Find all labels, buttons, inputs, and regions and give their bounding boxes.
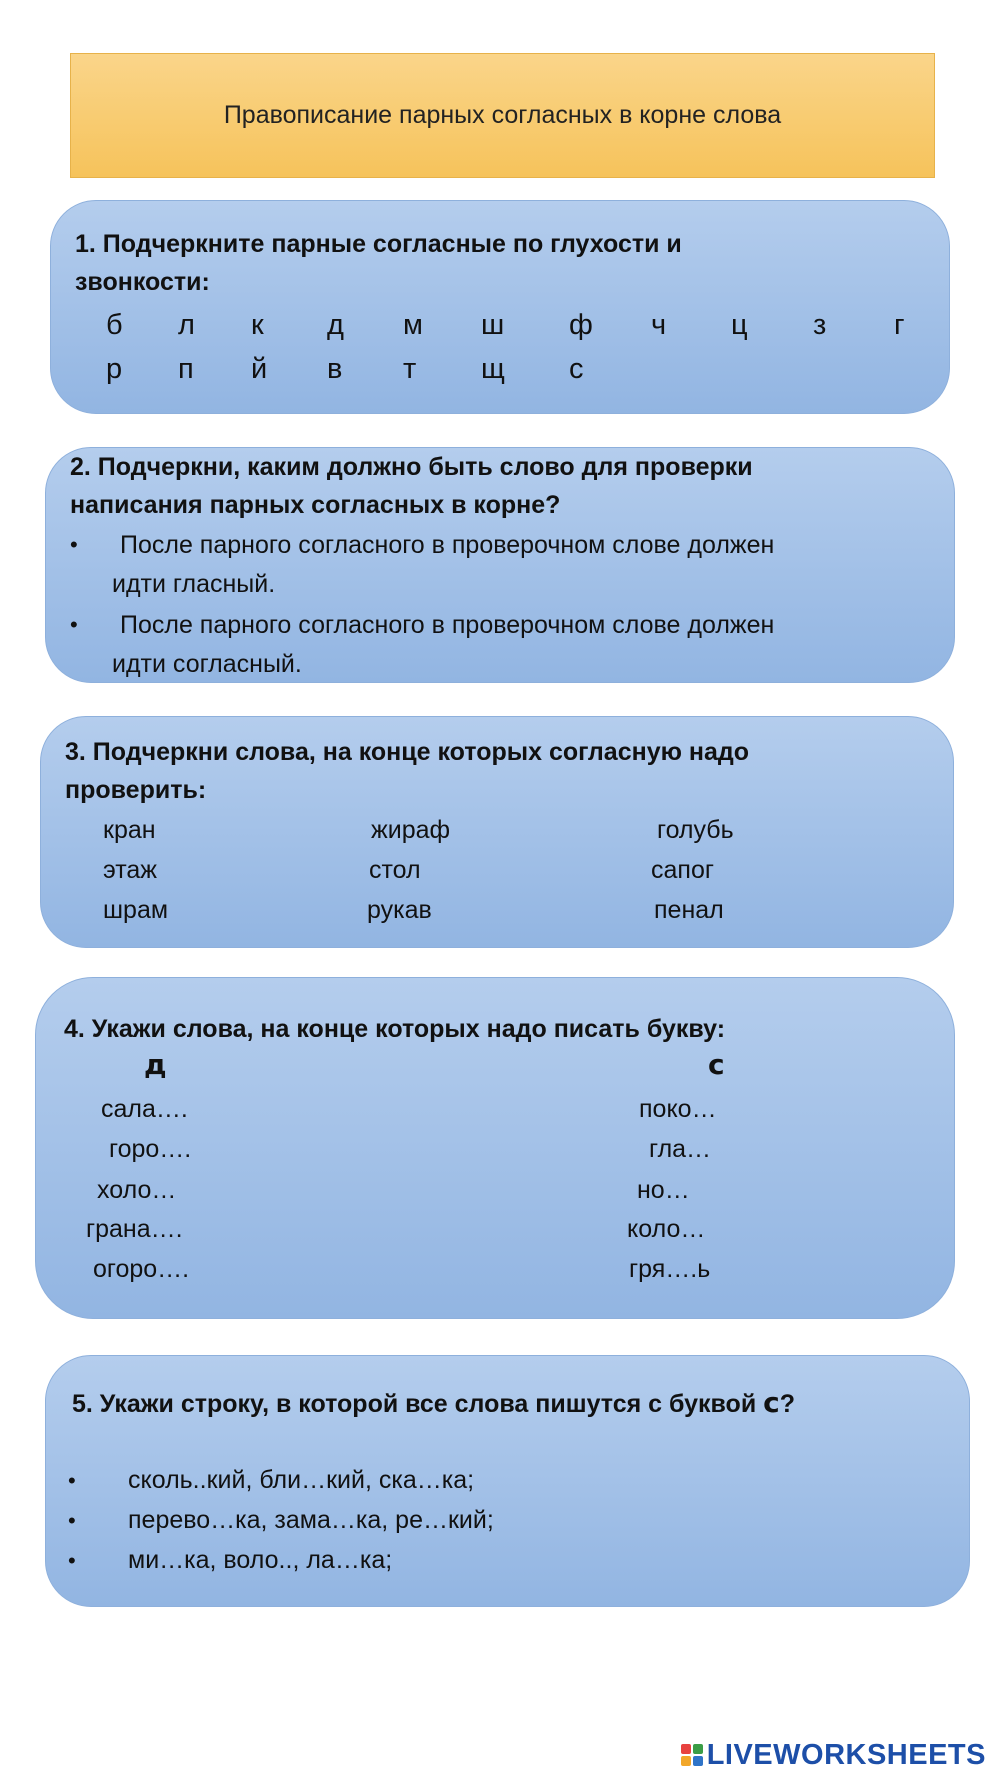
word-item[interactable]: пенал	[654, 896, 724, 924]
bullet-dot: •	[70, 612, 78, 637]
consonant-letter[interactable]: п	[178, 353, 194, 385]
logo-grid-icon	[681, 1744, 703, 1766]
word-item[interactable]: этаж	[103, 856, 158, 884]
question-4-card	[35, 977, 955, 1319]
word-item[interactable]: кран	[103, 816, 156, 844]
question-5-card	[45, 1355, 970, 1607]
word-item[interactable]: холо…	[97, 1176, 177, 1204]
question-2-card	[45, 447, 955, 683]
consonant-letter[interactable]: т	[403, 353, 417, 385]
question-1-title-line1: 1. Подчеркните парные согласные по глухости и	[75, 230, 682, 258]
consonant-letter[interactable]: ш	[481, 309, 505, 341]
question-2-title-line1: 2. Подчеркни, каким должно быть слово для проверки	[70, 453, 753, 481]
consonant-letter[interactable]: ч	[651, 309, 667, 341]
word-item[interactable]: но…	[637, 1176, 690, 1204]
consonant-letter[interactable]: л	[178, 309, 195, 341]
word-item[interactable]: голубь	[657, 816, 734, 844]
option-text[interactable]: сколь..кий, бли…кий, ска…ка;	[128, 1466, 475, 1494]
question-5-title	[72, 1384, 795, 1423]
bullet-dot: •	[68, 1548, 76, 1573]
word-item[interactable]: сапог	[651, 856, 714, 884]
word-item[interactable]: огоро….	[93, 1255, 190, 1283]
word-item[interactable]: сала….	[101, 1095, 188, 1123]
bullet-dot: •	[68, 1468, 76, 1493]
word-item[interactable]: рукав	[367, 896, 432, 924]
question-3-title-line2: проверить:	[65, 776, 207, 804]
question-1-card	[50, 200, 950, 414]
liveworksheets-logo	[681, 1739, 986, 1771]
consonant-letter[interactable]: в	[327, 353, 343, 385]
word-item[interactable]: грана….	[86, 1215, 183, 1243]
word-item[interactable]: гря….ь	[629, 1255, 711, 1283]
column-header-d: д	[144, 1048, 167, 1081]
page-title-banner	[70, 53, 935, 178]
consonant-letter[interactable]: к	[251, 309, 264, 341]
question-3-card	[40, 716, 954, 948]
option-text[interactable]: перево…ка, зама…ка, ре…кий;	[128, 1506, 494, 1534]
option-text[interactable]: идти гласный.	[112, 570, 276, 598]
word-item[interactable]: жираф	[371, 816, 451, 844]
consonant-letter[interactable]: щ	[481, 353, 505, 385]
consonant-letter[interactable]: с	[569, 353, 584, 385]
consonant-letter[interactable]: й	[251, 353, 268, 385]
option-text[interactable]: ми…ка, воло.., ла…ка;	[128, 1546, 393, 1574]
word-item[interactable]: горо….	[109, 1135, 192, 1163]
page-title: Правописание парных согласных в корне слова	[223, 101, 782, 129]
question-3-title-line1: 3. Подчеркни слова, на конце которых согласную надо	[65, 738, 750, 766]
consonant-letter[interactable]: з	[813, 309, 827, 341]
option-text[interactable]: После парного согласного в проверочном слове должен	[120, 531, 775, 559]
consonant-letter[interactable]: б	[106, 309, 123, 341]
question-5-title-end: ?	[779, 1390, 796, 1418]
column-header-s: с	[708, 1048, 725, 1081]
consonant-letter[interactable]: р	[106, 353, 123, 385]
question-2-title-line2: написания парных согласных в корне?	[70, 491, 561, 519]
consonant-letter[interactable]: ц	[731, 309, 748, 341]
logo-text: LIVEWORKSHEETS	[706, 1738, 986, 1771]
option-text[interactable]: идти согласный.	[112, 650, 302, 678]
word-item[interactable]: стол	[369, 856, 421, 884]
question-4-title: 4. Укажи слова, на конце которых надо писать букву:	[64, 1015, 726, 1043]
bullet-dot: •	[68, 1508, 76, 1533]
bullet-dot: •	[70, 532, 78, 557]
consonant-letter[interactable]: ф	[569, 309, 593, 341]
consonant-letter[interactable]: д	[327, 309, 344, 341]
question-5-title-text: 5. Укажи строку, в которой все слова пишутся с буквой	[72, 1390, 764, 1418]
consonant-letter[interactable]: г	[894, 309, 905, 341]
word-item[interactable]: поко…	[639, 1095, 717, 1123]
word-item[interactable]: шрам	[103, 896, 169, 924]
question-1-title-line2: звонкости:	[75, 268, 210, 296]
word-item[interactable]: гла…	[649, 1135, 712, 1163]
question-5-title-letter: с	[763, 1386, 780, 1419]
consonant-letter[interactable]: м	[403, 309, 423, 341]
word-item[interactable]: коло…	[627, 1215, 706, 1243]
option-text[interactable]: После парного согласного в проверочном слове должен	[120, 611, 775, 639]
